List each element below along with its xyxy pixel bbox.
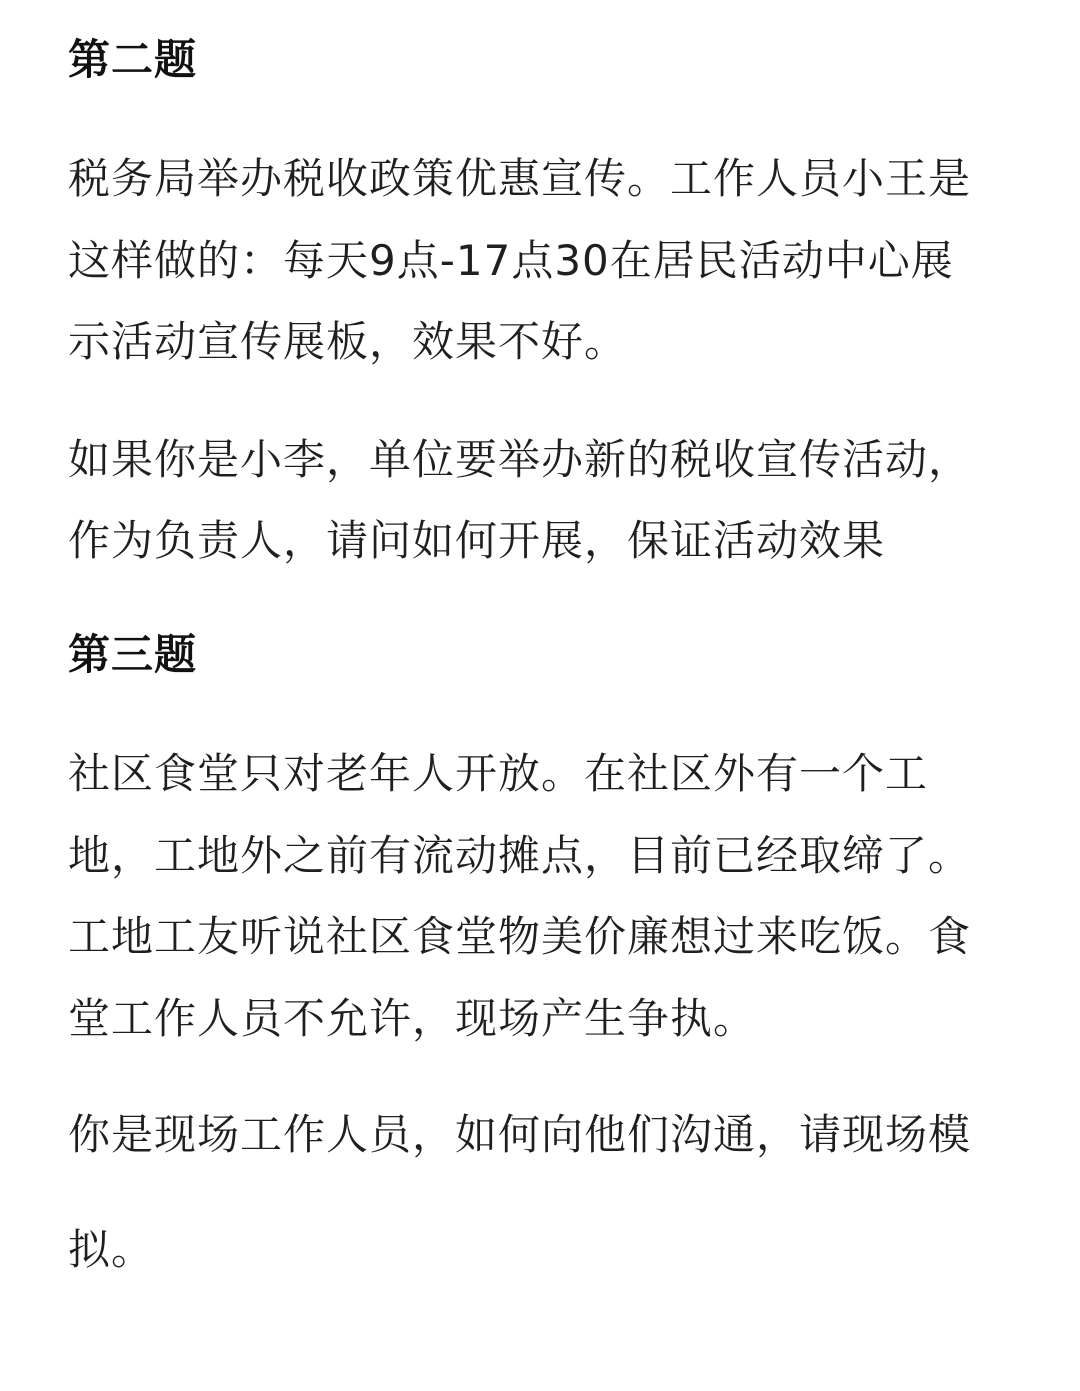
section-3-para-1-line-1: 社区食堂只对老年人开放。在社区外有一个工 xyxy=(68,749,929,798)
section-3-para-1-line-4: 堂工作人员不允许，现场产生争执。 xyxy=(68,994,757,1043)
section-2-para-1-line-2: 这样做的：每天9点-17点30在居民活动中心展 xyxy=(68,236,954,285)
section-3-heading: 第三题 xyxy=(68,630,198,679)
section-2-heading: 第二题 xyxy=(68,35,198,84)
section-3-para-2-line-1: 你是现场工作人员，如何向他们沟通，请现场模 xyxy=(68,1110,972,1159)
section-3-para-1-line-2: 地，工地外之前有流动摊点，目前已经取缔了。 xyxy=(68,831,972,880)
section-2-para-1-line-3: 示活动宣传展板，效果不好。 xyxy=(68,317,628,366)
section-3-para-1-line-3: 工地工友听说社区食堂物美价廉想过来吃饭。食 xyxy=(68,912,972,961)
section-2-para-2-line-2: 作为负责人，请问如何开展，保证活动效果 xyxy=(68,516,886,565)
section-3-para-2-line-2: 拟。 xyxy=(68,1225,155,1274)
section-2-para-1-line-1: 税务局举办税收政策优惠宣传。工作人员小王是 xyxy=(68,154,972,203)
section-2-para-2-line-1: 如果你是小李，单位要举办新的税收宣传活动， xyxy=(68,435,972,484)
